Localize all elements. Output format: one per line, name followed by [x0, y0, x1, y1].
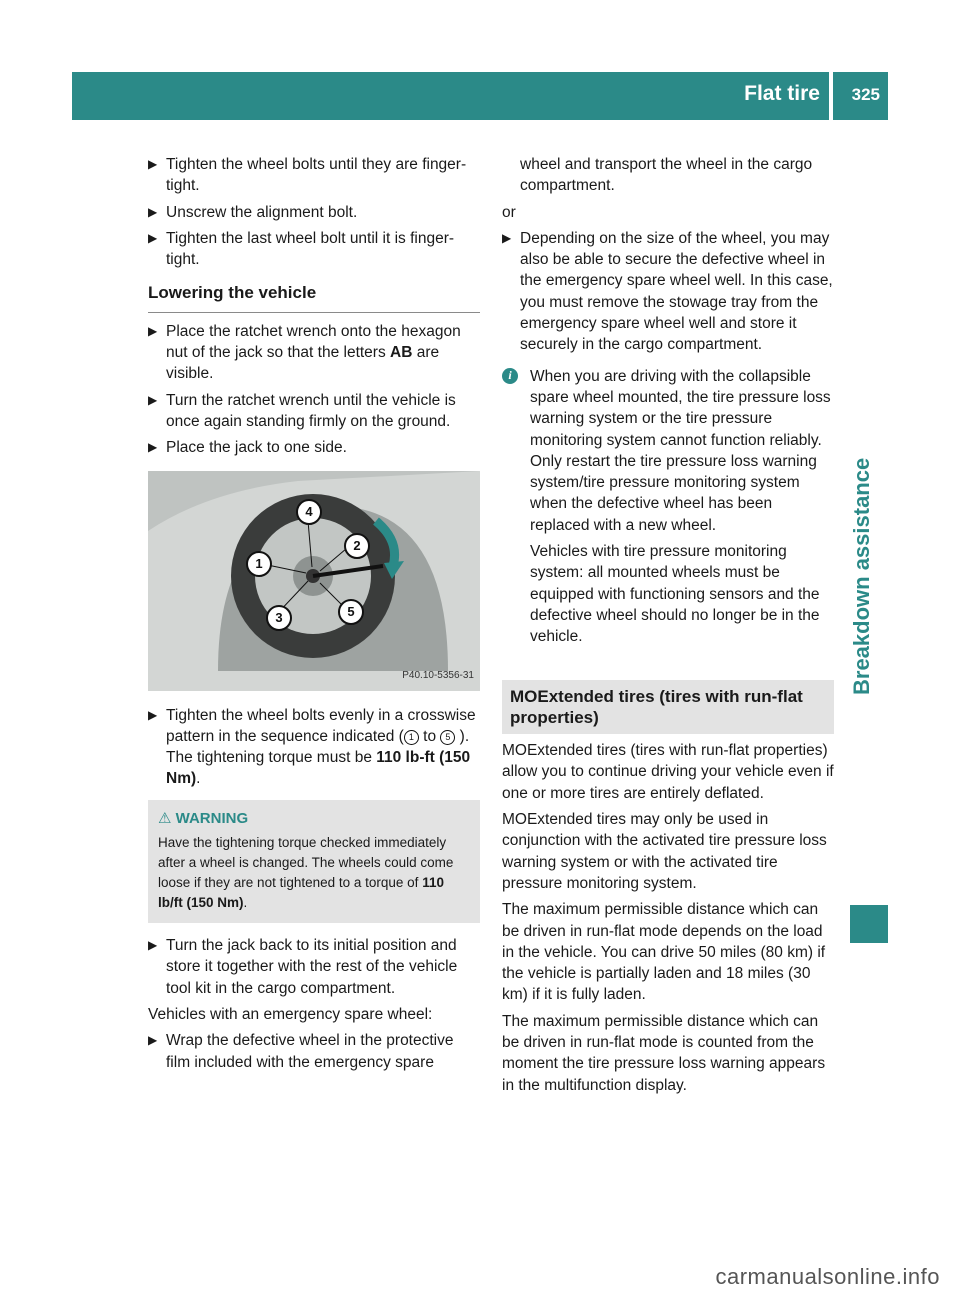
- paragraph: MOExtended tires (tires with run-flat properties) allow you to continue driving your vehicle even if one or more tires are entirely deflated.: [502, 742, 834, 802]
- step-arrow-icon: ▶: [148, 392, 158, 407]
- figure-code: P40.10-5356-31: [402, 670, 474, 682]
- left-column: [148, 154, 480, 1078]
- paragraph: The maximum permissible distance which can be driven in run-flat mode depends on the load in the vehicle. You can drive 50 miles (80 km) if the vehicle is partially laden and 18 miles (30 km) if it is fully laden.: [502, 901, 826, 1004]
- step-arrow-icon: ▶: [148, 938, 158, 953]
- or-text: or: [502, 203, 516, 221]
- warning-body: Have the tightening torque checked immediately after a wheel is changed. The wheels could come loose if they are not tightened to a torque of: [158, 835, 454, 891]
- warning-end: .: [243, 895, 248, 911]
- callout-3: 3: [266, 605, 292, 631]
- page-header: [72, 72, 888, 120]
- step-text: are visible.: [166, 344, 440, 383]
- step-arrow-icon: ▶: [148, 440, 158, 455]
- info-note: [502, 366, 834, 648]
- step-continued: [502, 154, 834, 197]
- step-text: Place the ratchet wrench onto the hexagon nut of the jack so that the letters: [166, 322, 461, 362]
- warning-title-text: WARNING: [175, 809, 249, 827]
- step-text: Depending on the size of the wheel, you may also be able to secure the defective wheel in the emergency spare wheel well. In this case, you must remove the stowage tray from the emergency spare wheel well and store it securely in the cargo compartment.: [520, 229, 833, 354]
- side-section-label: Breakdown assistance: [849, 457, 874, 695]
- step-item: [148, 228, 480, 271]
- step-text: Tighten the last wheel bolt until it is finger-tight.: [166, 229, 455, 269]
- step-item: [148, 202, 480, 223]
- step-item: [148, 437, 480, 458]
- step-arrow-icon: ▶: [148, 1033, 158, 1048]
- step-arrow-icon: ▶: [148, 323, 158, 338]
- info-icon: i: [502, 368, 518, 384]
- step-arrow-icon: ▶: [148, 230, 158, 245]
- page-number: 325: [851, 85, 880, 104]
- step-text: Tighten the wheel bolts until they are finger-tight.: [166, 156, 467, 195]
- callout-2: 2: [344, 533, 370, 559]
- circled-number: 1: [404, 730, 419, 745]
- step-arrow-icon: ▶: [148, 204, 158, 219]
- header-separator: [829, 72, 833, 120]
- step-text: Turn the ratchet wrench until the vehicle is once again standing firmly on the ground.: [166, 391, 456, 430]
- step-text: to: [418, 727, 441, 745]
- callout-4: 4: [296, 499, 322, 525]
- paragraph: The maximum permissible distance which can be driven in run-flat mode is counted from the moment the tire pressure loss warning appears in the multifunction display.: [502, 1012, 826, 1094]
- step-arrow-icon: ▶: [502, 230, 512, 245]
- step-item: [148, 935, 480, 999]
- step-text: Place the jack to one side.: [166, 439, 347, 457]
- watermark: carmanualsonline.info: [715, 1264, 940, 1289]
- step-text: wheel and transport the wheel in the cargo compartment.: [520, 156, 813, 195]
- step-arrow-icon: ▶: [148, 157, 158, 171]
- step-arrow-icon: ▶: [148, 707, 158, 722]
- wheel-figure: [148, 471, 480, 691]
- step-text: Tighten the wheel bolts evenly in a crosswise pattern in the sequence indicated (: [166, 706, 476, 745]
- section-heading-lowering: Lowering the vehicle: [148, 282, 480, 312]
- section-heading-moextended: MOExtended tires (tires with run-flat properties): [502, 680, 834, 735]
- step-item: [148, 154, 480, 197]
- warning-text: [158, 833, 470, 913]
- step-item: [148, 705, 480, 790]
- step-text: Wrap the defective wheel in the protective film included with the emergency spare: [166, 1032, 454, 1071]
- step-text: .: [196, 770, 201, 788]
- callout-5: 5: [338, 599, 364, 625]
- paragraph: MOExtended tires may only be used in conjunction with the activated tire pressure loss warning system or with the activated tire pressure monitoring system.: [502, 811, 827, 892]
- torque-value: 110 lb-ft (150 Nm): [166, 749, 471, 788]
- warning-box: [148, 800, 480, 923]
- step-text: ). The tightening torque must be: [166, 727, 470, 767]
- step-item: [148, 321, 480, 385]
- info-text: When you are driving with the collapsible spare wheel mounted, the tire pressure loss warning system or the tire pressure monitoring system cannot function reliably. Only restart the tire pressure loss warning system/tire pressure monitoring system when the defective wheel has been replaced with a new wheel.: [530, 367, 831, 534]
- header-title: Flat tire: [744, 82, 820, 105]
- step-item: [148, 390, 480, 433]
- step-item: [148, 1030, 480, 1073]
- circled-number: 5: [440, 730, 455, 745]
- warning-title: [158, 808, 470, 829]
- right-column: [502, 154, 834, 1101]
- step-text: Turn the jack back to its initial position and store it together with the rest of the vehicle tool kit in the cargo compartment.: [166, 937, 458, 997]
- callout-1: 1: [246, 551, 272, 577]
- side-tab-marker: [850, 905, 888, 943]
- step-bold-text: AB: [390, 344, 413, 362]
- step-item: [502, 228, 834, 356]
- warning-torque: 110 lb/ft (150 Nm): [158, 875, 444, 911]
- step-text: Unscrew the alignment bolt.: [166, 203, 358, 221]
- warning-triangle-icon: ⚠: [158, 809, 176, 827]
- paragraph: Vehicles with an emergency spare wheel:: [148, 1005, 433, 1023]
- info-text: Vehicles with tire pressure monitoring system: all mounted wheels must be equipped with functioning sensors and the defective wheel should no longer be in the vehicle.: [530, 543, 820, 646]
